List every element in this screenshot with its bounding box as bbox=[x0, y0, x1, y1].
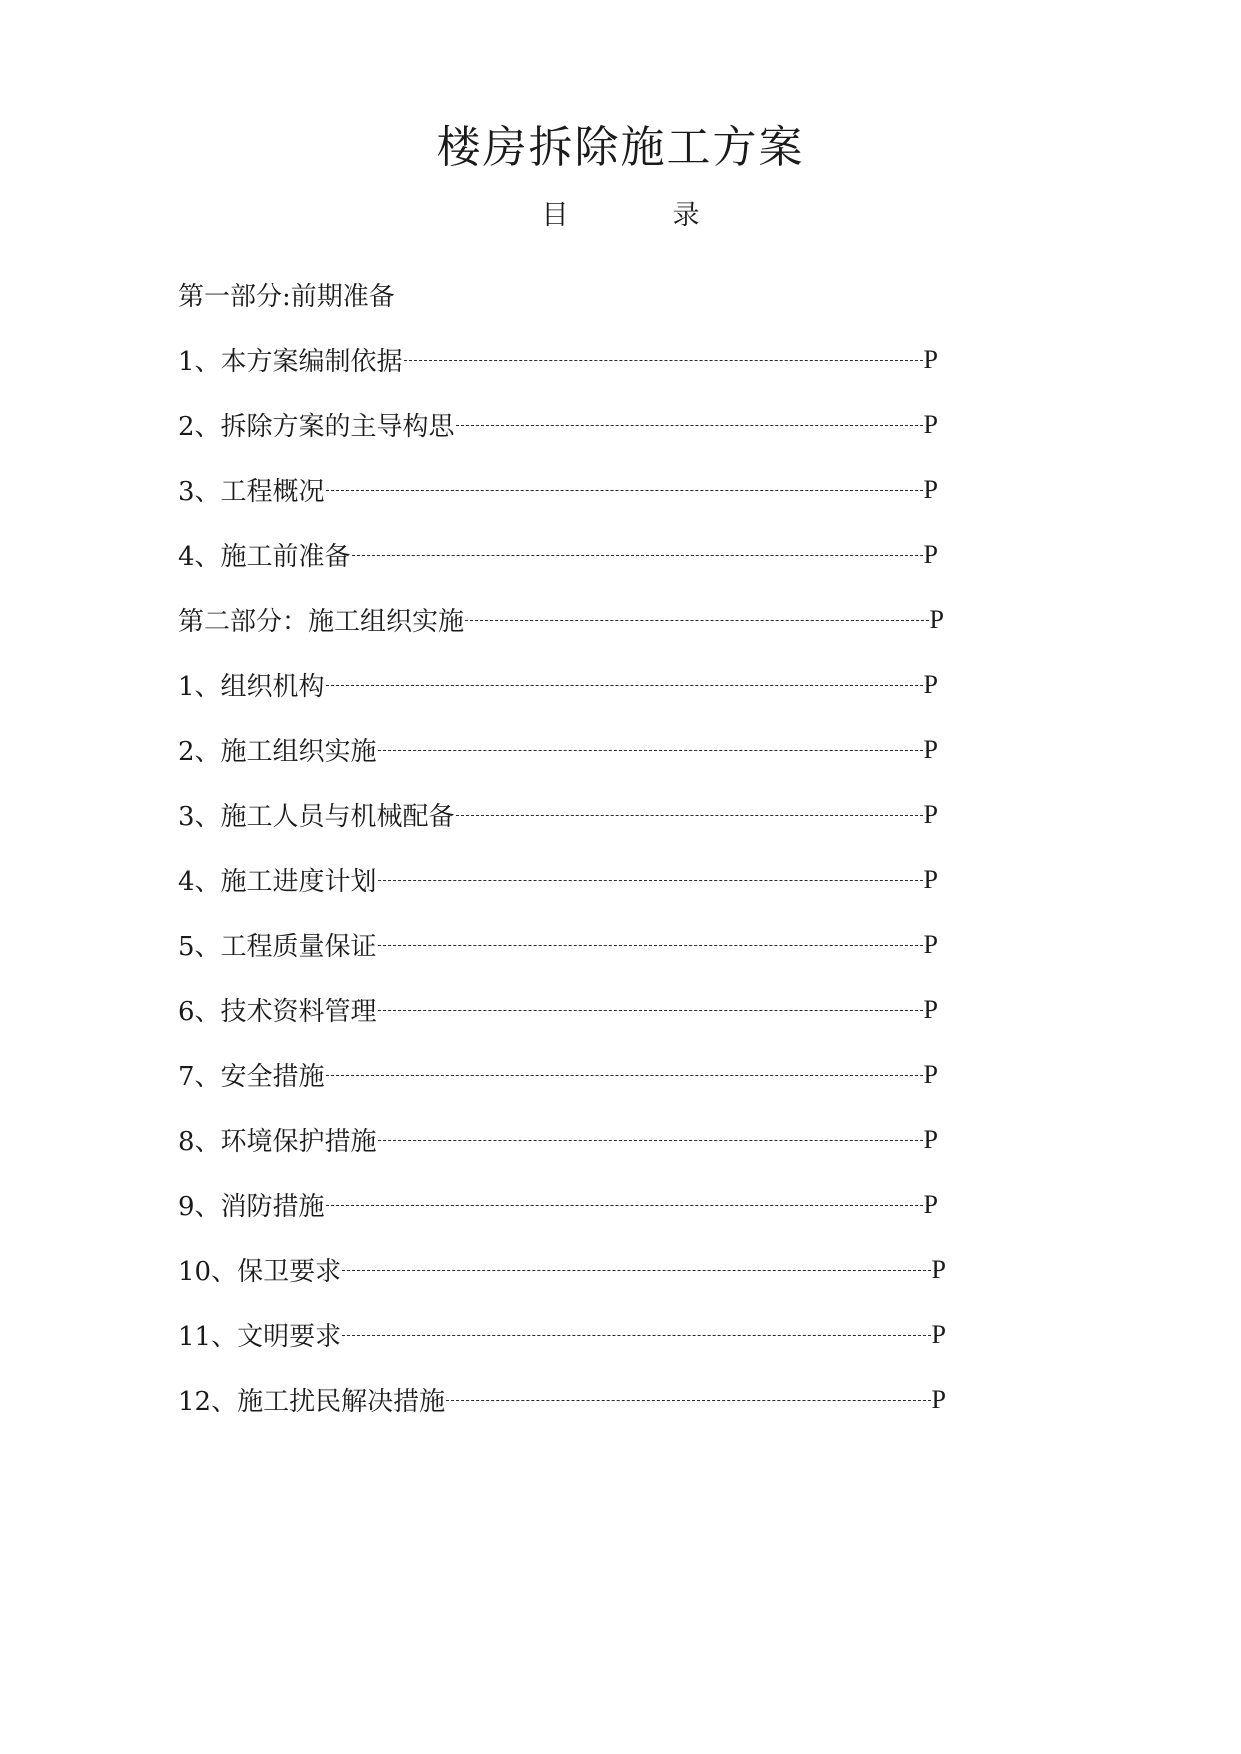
toc-entry-2-2 bbox=[178, 717, 938, 782]
toc-dot-leader bbox=[326, 1192, 923, 1218]
toc-dot-leader bbox=[326, 1062, 923, 1088]
toc-entry-2-1 bbox=[178, 652, 938, 717]
toc-entry-page: P bbox=[923, 994, 938, 1024]
toc-entry-label: 12、施工扰民解决措施 bbox=[178, 1387, 446, 1417]
toc-entry-label: 9、消防措施 bbox=[178, 1192, 325, 1222]
toc-dot-leader bbox=[326, 672, 923, 698]
toc-entry-label: 3、工程概况 bbox=[178, 477, 325, 507]
toc-entry-part-1 bbox=[178, 262, 948, 327]
toc-entry-page: P bbox=[923, 864, 938, 894]
toc-entry-page: P bbox=[923, 409, 938, 439]
toc-entry-1-3 bbox=[178, 457, 938, 522]
toc-entry-label: 6、技术资料管理 bbox=[178, 997, 377, 1027]
toc-entry-page: P bbox=[923, 474, 938, 504]
toc-entry-page: P bbox=[923, 734, 938, 764]
toc-entry-2-7 bbox=[178, 1042, 938, 1107]
toc-entry-2-8 bbox=[178, 1107, 938, 1172]
toc-entry-page: P bbox=[929, 604, 944, 634]
toc-heading bbox=[0, 196, 1241, 236]
toc-dot-leader bbox=[352, 542, 923, 568]
toc-entry-page: P bbox=[923, 1189, 938, 1219]
toc-entry-page: P bbox=[923, 344, 938, 374]
toc-entry-1-4 bbox=[178, 522, 938, 587]
toc-dot-leader bbox=[456, 412, 923, 438]
toc-heading-left: 目 bbox=[541, 200, 569, 231]
toc-dot-leader bbox=[342, 1257, 930, 1283]
toc-entry-label: 1、组织机构 bbox=[178, 672, 325, 702]
toc-dot-leader bbox=[342, 1322, 930, 1348]
toc-entry-2-10 bbox=[178, 1237, 946, 1302]
toc-entry-label: 2、拆除方案的主导构思 bbox=[178, 412, 455, 442]
toc-entry-label: 8、环境保护措施 bbox=[178, 1127, 377, 1157]
toc-entry-label: 1、本方案编制依据 bbox=[178, 347, 403, 377]
toc-entry-1-1 bbox=[178, 327, 938, 392]
toc-entry-2-5 bbox=[178, 912, 938, 977]
toc-entry-1-2 bbox=[178, 392, 938, 457]
toc-entry-label: 3、施工人员与机械配备 bbox=[178, 802, 455, 832]
toc-entry-page: P bbox=[931, 1254, 946, 1284]
toc-entry-page: P bbox=[923, 1124, 938, 1154]
toc-dot-leader bbox=[446, 1387, 930, 1413]
toc-entry-2-4 bbox=[178, 847, 938, 912]
toc-entry-label: 第一部分:前期准备 bbox=[178, 282, 395, 312]
toc-dot-leader bbox=[378, 867, 923, 893]
toc-entry-label: 4、施工前准备 bbox=[178, 542, 351, 572]
toc-dot-leader bbox=[378, 997, 923, 1023]
table-of-contents bbox=[178, 262, 948, 1432]
toc-entry-label: 2、施工组织实施 bbox=[178, 737, 377, 767]
toc-dot-leader bbox=[404, 347, 923, 373]
toc-entry-label: 第二部分：施工组织实施 bbox=[178, 607, 465, 637]
toc-entry-2-9 bbox=[178, 1172, 938, 1237]
toc-entry-label: 11、文明要求 bbox=[178, 1322, 342, 1352]
toc-entry-2-11 bbox=[178, 1302, 946, 1367]
toc-entry-2-3 bbox=[178, 782, 938, 847]
toc-dot-leader bbox=[378, 1127, 923, 1153]
toc-entry-label: 4、施工进度计划 bbox=[178, 867, 377, 897]
toc-dot-leader bbox=[378, 737, 923, 763]
toc-entry-2-12 bbox=[178, 1367, 946, 1432]
toc-entry-label: 10、保卫要求 bbox=[178, 1257, 342, 1287]
toc-entry-page: P bbox=[931, 1319, 946, 1349]
toc-entry-2-6 bbox=[178, 977, 938, 1042]
toc-entry-page: P bbox=[923, 799, 938, 829]
toc-entry-page: P bbox=[931, 1384, 946, 1414]
toc-heading-right: 录 bbox=[672, 200, 700, 231]
toc-entry-label: 7、安全措施 bbox=[178, 1062, 325, 1092]
toc-dot-leader bbox=[456, 802, 923, 828]
toc-entry-part-2 bbox=[178, 587, 944, 652]
toc-dot-leader bbox=[465, 607, 929, 633]
toc-dot-leader bbox=[326, 477, 923, 503]
toc-entry-label: 5、工程质量保证 bbox=[178, 932, 377, 962]
toc-entry-page: P bbox=[923, 539, 938, 569]
toc-dot-leader bbox=[378, 932, 923, 958]
document-title: 楼房拆除施工方案 bbox=[436, 122, 805, 173]
toc-entry-page: P bbox=[923, 929, 938, 959]
toc-entry-page: P bbox=[923, 1059, 938, 1089]
toc-entry-page: P bbox=[923, 669, 938, 699]
